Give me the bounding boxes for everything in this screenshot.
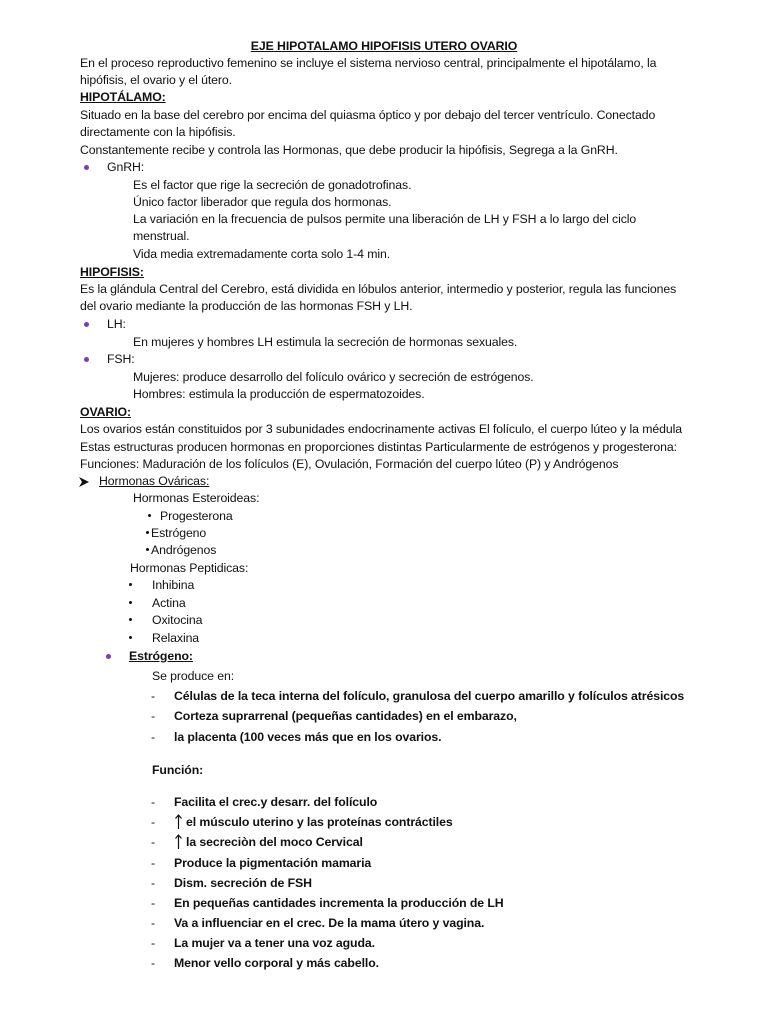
- intro-line: En el proceso reproductivo femenino se incluye el sistema nervioso central, principalmente el hipotálamo, la: [80, 56, 657, 70]
- dash-marker: -: [151, 709, 156, 723]
- esteroideas-label: Hormonas Esteroideas:: [133, 491, 260, 505]
- dash-marker: -: [151, 936, 156, 950]
- dash-marker: -: [151, 835, 156, 849]
- section-heading-ovario: OVARIO:: [80, 405, 131, 419]
- funcion-item: La mujer va a tener una voz aguda.: [174, 936, 375, 950]
- funcion-item-text: el músculo uterino y las proteínas contráctiles: [186, 815, 453, 829]
- dash-marker: -: [151, 856, 156, 870]
- section-heading-hipofisis: HIPOFISIS:: [80, 265, 144, 279]
- esteroidea-item: Progesterona: [160, 509, 233, 523]
- dash-marker: -: [151, 730, 156, 744]
- peptidica-item: Inhibina: [152, 578, 195, 592]
- produce-item: Células de la teca interna del folículo, granulosa del cuerpo amarillo y folículos atrésicos: [174, 689, 685, 703]
- funcion-item: Dism. secreción de FSH: [174, 876, 312, 890]
- estrogeno-heading: Estrógeno:: [129, 649, 193, 663]
- produce-item: la placenta (100 veces más que en los ovarios.: [174, 730, 442, 744]
- funcion-item: [174, 814, 453, 830]
- paragraph-line: Constantemente recibe y controla las Hormonas, que debe producir la hipófisis, Segrega a la GnRH.: [80, 143, 618, 157]
- bullet-icon: [146, 548, 149, 551]
- intro-line: hipófisis, el ovario y el útero.: [80, 73, 232, 87]
- bullet-icon: [129, 583, 132, 586]
- peptidica-item: Relaxina: [152, 631, 200, 645]
- gnrh-line: Vida media extremadamente corta solo 1-4 min.: [133, 247, 391, 261]
- bullet-icon: [129, 618, 132, 621]
- dash-marker: -: [151, 956, 156, 970]
- paragraph-line: Situado en la base del cerebro por encima del quiasma óptico y por debajo del tercer ventrículo. Conectado: [80, 108, 656, 122]
- peptidica-item: Actina: [152, 596, 186, 610]
- funcion-item: Produce la pigmentación mamaria: [174, 856, 372, 870]
- hormonas-heading: Hormonas Ováricas:: [99, 474, 210, 488]
- gnrh-line: Único factor liberador que regula dos hormonas.: [133, 195, 392, 209]
- fsh-label: FSH:: [107, 352, 135, 366]
- up-arrow-icon: [174, 834, 183, 850]
- bullet-icon: [84, 322, 89, 327]
- dash-marker: -: [151, 815, 156, 829]
- paragraph-line: directamente con la hipófisis.: [80, 125, 236, 139]
- funcion-item-text: la secreciòn del moco Cervical: [186, 835, 363, 849]
- paragraph-line: del ovario mediante la producción de las hormonas FSH y LH.: [80, 299, 413, 313]
- produce-label: Se produce en:: [152, 669, 235, 683]
- dash-marker: -: [151, 689, 156, 703]
- funcion-item: En pequeñas cantidades incrementa la producción de LH: [174, 896, 504, 910]
- dash-marker: -: [151, 795, 156, 809]
- gnrh-line: La variación en la frecuencia de pulsos permite una liberación de LH y FSH a lo largo del ciclo: [133, 212, 637, 226]
- paragraph-line: Funciones: Maduración de los folículos (E), Ovulación, Formación del cuerpo lúteo (P) y Andrógenos: [80, 457, 619, 471]
- peptidica-item: Oxitocina: [152, 613, 203, 627]
- funcion-item: Va a influenciar en el crec. De la mama útero y vagina.: [174, 916, 485, 930]
- peptidicas-label: Hormonas Peptidicas:: [130, 561, 249, 575]
- gnrh-label: GnRH:: [107, 160, 145, 174]
- fsh-line: Hombres: estimula la producción de espermatozoides.: [133, 387, 425, 401]
- funcion-item: Menor vello corporal y más cabello.: [174, 956, 379, 970]
- bullet-icon: [129, 636, 132, 639]
- gnrh-line: Es el factor que rige la secreción de gonadotrofinas.: [133, 178, 412, 192]
- fsh-line: Mujeres: produce desarrollo del folículo ovárico y secreción de estrógenos.: [133, 370, 534, 384]
- funcion-label: Función:: [152, 763, 204, 777]
- bullet-icon: [84, 357, 89, 362]
- bullet-icon: [106, 654, 111, 659]
- page-title: EJE HIPOTALAMO HIPOFISIS UTERO OVARIO: [250, 39, 518, 53]
- lh-line: En mujeres y hombres LH estimula la secreción de hormonas sexuales.: [133, 335, 518, 349]
- section-heading-hipotalamo: HIPOTÁLAMO:: [80, 90, 166, 104]
- gnrh-line: menstrual.: [133, 229, 190, 243]
- paragraph-line: Estas estructuras producen hormonas en proporciones distintas Particularmente de estrógenos y progesterona:: [80, 440, 677, 454]
- produce-item: Corteza suprarrenal (pequeñas cantidades) en el embarazo,: [174, 709, 517, 723]
- paragraph-line: Es la glándula Central del Cerebro, está dividida en lóbulos anterior, intermedio y posterior, regula las funciones: [80, 282, 677, 296]
- dash-marker: -: [151, 896, 156, 910]
- bullet-icon: [146, 531, 149, 534]
- up-arrow-icon: [174, 814, 183, 830]
- esteroidea-item: Andrógenos: [151, 543, 217, 557]
- bullet-icon: [148, 514, 151, 517]
- bullet-icon: [84, 165, 89, 170]
- dash-marker: -: [151, 876, 156, 890]
- dash-marker: -: [151, 916, 156, 930]
- arrowhead-bullet-icon: [78, 476, 90, 488]
- paragraph-line: Los ovarios están constituidos por 3 subunidades endocrinamente activas El folículo, el cuerpo lúteo y la médula: [80, 422, 682, 436]
- bullet-icon: [129, 601, 132, 604]
- esteroidea-item: Estrógeno: [151, 526, 207, 540]
- lh-label: LH:: [107, 317, 126, 331]
- funcion-item: Facilita el crec.y desarr. del folículo: [174, 795, 378, 809]
- funcion-item: [174, 834, 363, 850]
